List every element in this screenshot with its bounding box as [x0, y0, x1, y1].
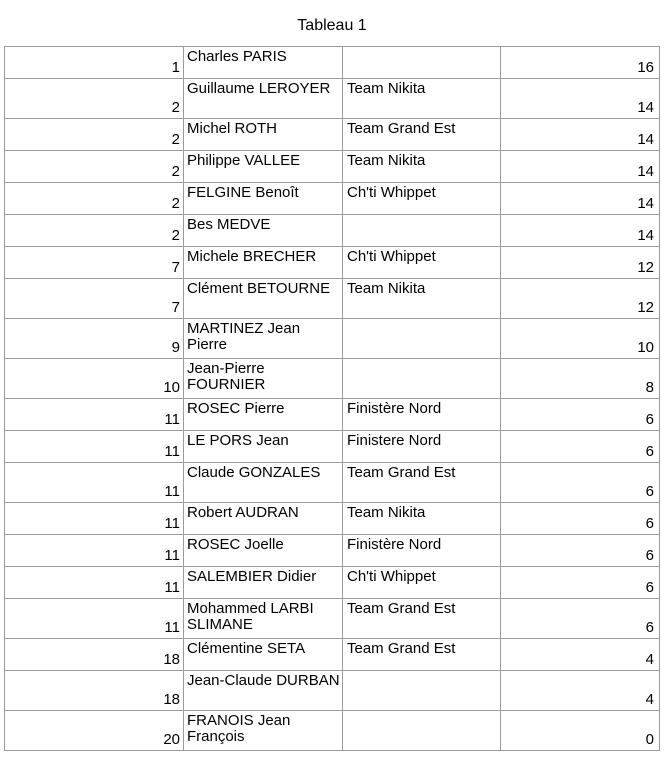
team-cell: Team Nikita: [343, 151, 501, 183]
points-cell: 4: [501, 639, 660, 671]
rank-cell: 11: [5, 535, 184, 567]
table-row: [5, 79, 660, 119]
name-cell: FRANOIS Jean François: [184, 711, 343, 751]
table-row: [5, 503, 660, 535]
points-cell: 6: [501, 567, 660, 599]
table-row: [5, 47, 660, 79]
team-cell: [343, 671, 501, 711]
rank-cell: 9: [5, 319, 184, 359]
team-cell: Team Grand Est: [343, 599, 501, 639]
team-cell: Finistère Nord: [343, 399, 501, 431]
rank-cell: 18: [5, 639, 184, 671]
rank-cell: 11: [5, 567, 184, 599]
name-cell: Michele BRECHER: [184, 247, 343, 279]
rank-cell: 18: [5, 671, 184, 711]
table-row: [5, 599, 660, 639]
team-cell: Ch'ti Whippet: [343, 183, 501, 215]
team-cell: [343, 359, 501, 399]
points-cell: 6: [501, 399, 660, 431]
rank-cell: 11: [5, 503, 184, 535]
name-cell: MARTINEZ Jean Pierre: [184, 319, 343, 359]
table-row: [5, 711, 660, 751]
table-row: [5, 359, 660, 399]
points-cell: 14: [501, 79, 660, 119]
points-cell: 14: [501, 151, 660, 183]
name-cell: Jean-Claude DURBAN: [184, 671, 343, 711]
rank-cell: 2: [5, 151, 184, 183]
rank-cell: 11: [5, 463, 184, 503]
points-cell: 6: [501, 535, 660, 567]
team-cell: [343, 711, 501, 751]
points-cell: 14: [501, 215, 660, 247]
table-row: [5, 463, 660, 503]
name-cell: ROSEC Joelle: [184, 535, 343, 567]
rank-cell: 2: [5, 119, 184, 151]
rank-cell: 20: [5, 711, 184, 751]
team-cell: Team Grand Est: [343, 463, 501, 503]
team-cell: Finistère Nord: [343, 535, 501, 567]
table-row: [5, 183, 660, 215]
name-cell: Clémentine SETA: [184, 639, 343, 671]
rank-cell: 2: [5, 183, 184, 215]
rank-cell: 11: [5, 431, 184, 463]
table-title: Tableau 1: [297, 17, 367, 34]
team-cell: [343, 215, 501, 247]
table-row: [5, 567, 660, 599]
results-table-body: [5, 47, 660, 751]
points-cell: 6: [501, 431, 660, 463]
table-row: [5, 431, 660, 463]
rank-cell: 10: [5, 359, 184, 399]
name-cell: ROSEC Pierre: [184, 399, 343, 431]
name-cell: Mohammed LARBI SLIMANE: [184, 599, 343, 639]
team-cell: [343, 47, 501, 79]
table-row: [5, 279, 660, 319]
team-cell: [343, 319, 501, 359]
points-cell: 12: [501, 247, 660, 279]
points-cell: 6: [501, 503, 660, 535]
points-cell: 10: [501, 319, 660, 359]
name-cell: Philippe VALLEE: [184, 151, 343, 183]
points-cell: 4: [501, 671, 660, 711]
points-cell: 0: [501, 711, 660, 751]
table-row: [5, 639, 660, 671]
points-cell: 12: [501, 279, 660, 319]
rank-cell: 2: [5, 215, 184, 247]
team-cell: Team Nikita: [343, 79, 501, 119]
name-cell: Guillaume LEROYER: [184, 79, 343, 119]
table-row: [5, 247, 660, 279]
results-table: [4, 46, 660, 751]
name-cell: FELGINE Benoît: [184, 183, 343, 215]
points-cell: 6: [501, 463, 660, 503]
rank-cell: 7: [5, 279, 184, 319]
table-row: [5, 671, 660, 711]
name-cell: Charles PARIS: [184, 47, 343, 79]
table-row: [5, 215, 660, 247]
rank-cell: 11: [5, 599, 184, 639]
table-row: [5, 535, 660, 567]
points-cell: 6: [501, 599, 660, 639]
team-cell: Team Nikita: [343, 279, 501, 319]
name-cell: SALEMBIER Didier: [184, 567, 343, 599]
team-cell: Ch'ti Whippet: [343, 567, 501, 599]
team-cell: Team Grand Est: [343, 119, 501, 151]
team-cell: Finistere Nord: [343, 431, 501, 463]
name-cell: Bes MEDVE: [184, 215, 343, 247]
name-cell: LE PORS Jean: [184, 431, 343, 463]
points-cell: 8: [501, 359, 660, 399]
team-cell: Team Nikita: [343, 503, 501, 535]
rank-cell: 2: [5, 79, 184, 119]
name-cell: Robert AUDRAN: [184, 503, 343, 535]
rank-cell: 11: [5, 399, 184, 431]
name-cell: Claude GONZALES: [184, 463, 343, 503]
team-cell: Team Grand Est: [343, 639, 501, 671]
name-cell: Clément BETOURNE: [184, 279, 343, 319]
table-row: [5, 151, 660, 183]
name-cell: Jean-Pierre FOURNIER: [184, 359, 343, 399]
points-cell: 14: [501, 183, 660, 215]
points-cell: 14: [501, 119, 660, 151]
team-cell: Ch'ti Whippet: [343, 247, 501, 279]
rank-cell: 1: [5, 47, 184, 79]
table-row: [5, 119, 660, 151]
name-cell: Michel ROTH: [184, 119, 343, 151]
rank-cell: 7: [5, 247, 184, 279]
table-row: [5, 399, 660, 431]
points-cell: 16: [501, 47, 660, 79]
table-row: [5, 319, 660, 359]
